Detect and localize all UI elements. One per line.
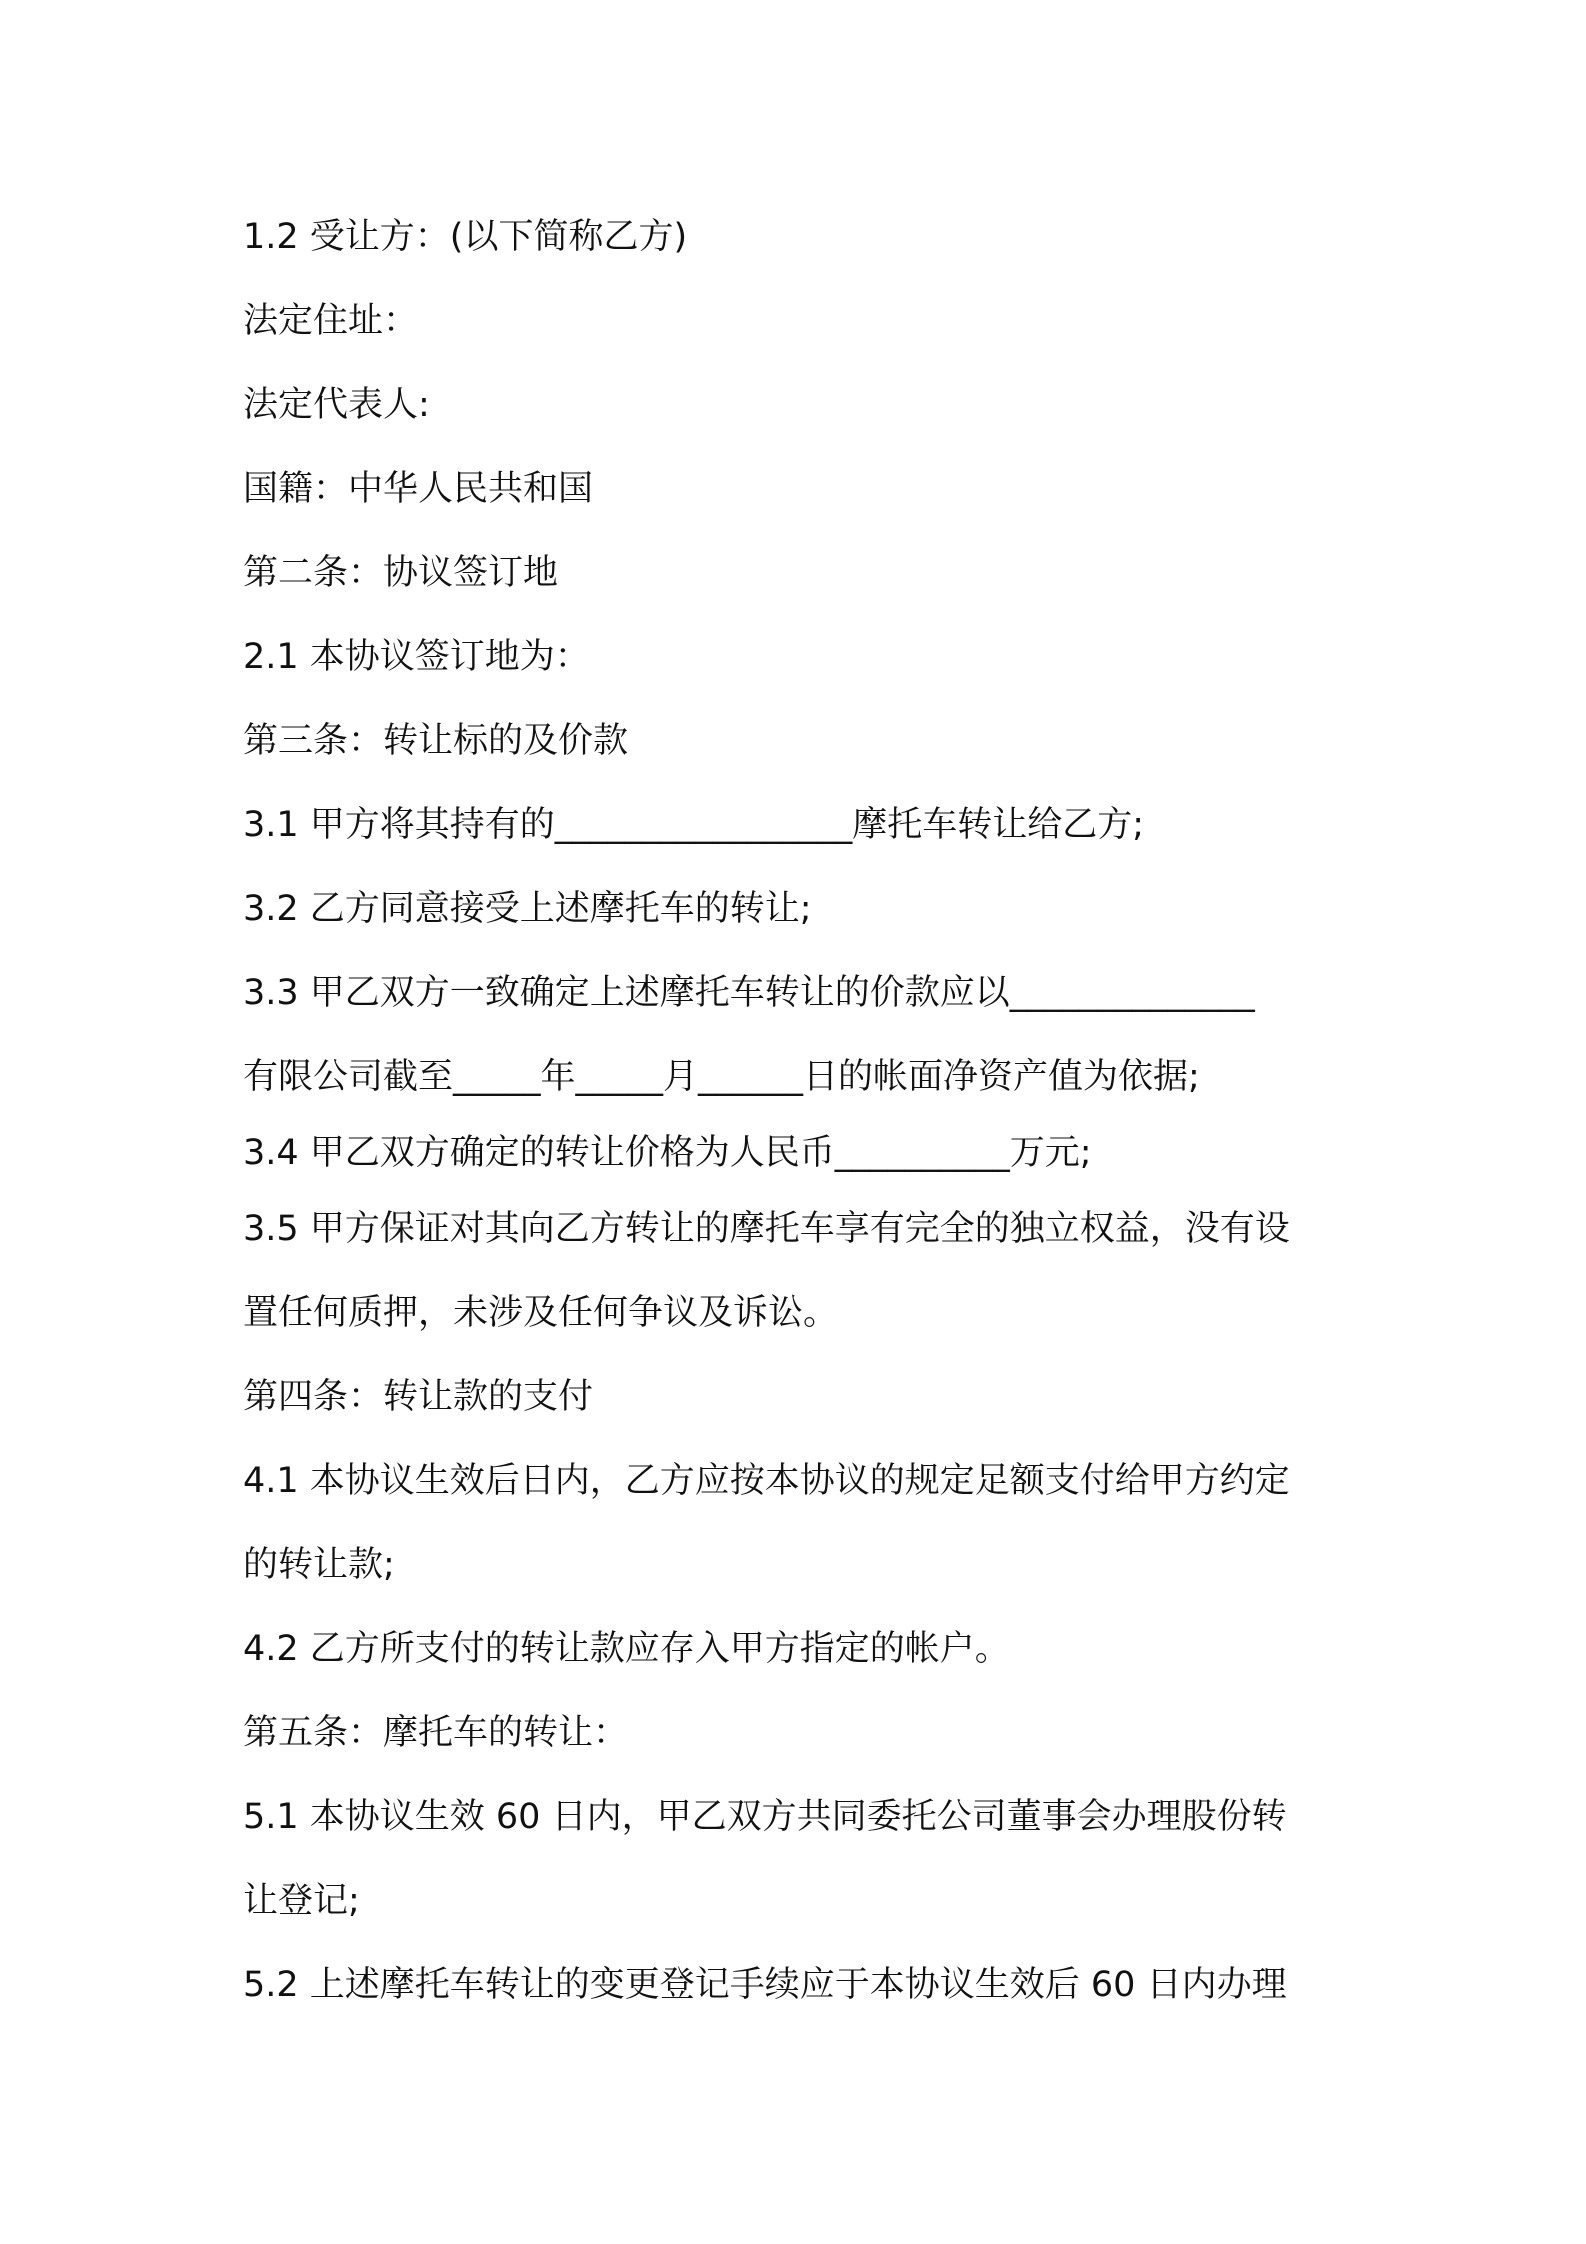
article-2-heading: 第二条：协议签订地 <box>243 553 559 593</box>
clause-2-1: 2.1 本协议签订地为： <box>243 637 590 677</box>
legal-address-field: 法定住址： <box>243 301 419 341</box>
clause-3-1: 3.1 甲方将其持有的_________________摩托车转让给乙方; <box>243 805 1145 845</box>
clause-4-2: 4.2 乙方所支付的转让款应存入甲方指定的帐户。 <box>243 1629 1010 1669</box>
clause-4-1-line-2: 的转让款; <box>243 1545 395 1585</box>
clause-4-1-line-1: 4.1 本协议生效后日内，乙方应按本协议的规定足额支付给甲方约定 <box>243 1461 1290 1501</box>
clause-1-2-transferee: 1.2 受让方：(以下简称乙方) <box>243 217 688 257</box>
clause-3-5-line-2: 置任何质押，未涉及任何争议及诉讼。 <box>243 1293 839 1333</box>
clause-3-3-line-1: 3.3 甲乙双方一致确定上述摩托车转让的价款应以______________ <box>243 973 1255 1013</box>
clause-3-4: 3.4 甲乙双方确定的转让价格为人民币__________万元; <box>243 1133 1092 1173</box>
article-3-heading: 第三条：转让标的及价款 <box>243 721 629 761</box>
nationality-field: 国籍：中华人民共和国 <box>243 469 594 509</box>
clause-5-1-line-2: 让登记; <box>243 1881 360 1921</box>
article-5-heading: 第五条：摩托车的转让： <box>243 1713 629 1753</box>
clause-3-5-line-1: 3.5 甲方保证对其向乙方转让的摩托车享有完全的独立权益，没有设 <box>243 1209 1290 1249</box>
clause-3-2: 3.2 乙方同意接受上述摩托车的转让; <box>243 889 812 929</box>
clause-5-1-line-1: 5.1 本协议生效 60 日内，甲乙双方共同委托公司董事会办理股份转 <box>243 1797 1287 1837</box>
document-body <box>243 195 1363 2027</box>
legal-representative-field: 法定代表人: <box>243 385 430 425</box>
article-4-heading: 第四条：转让款的支付 <box>243 1377 594 1417</box>
clause-3-3-line-2: 有限公司截至_____年_____月______日的帐面净资产值为依据; <box>243 1057 1200 1097</box>
clause-5-2-line-1: 5.2 上述摩托车转让的变更登记手续应于本协议生效后 60 日内办理 <box>243 1965 1287 2005</box>
